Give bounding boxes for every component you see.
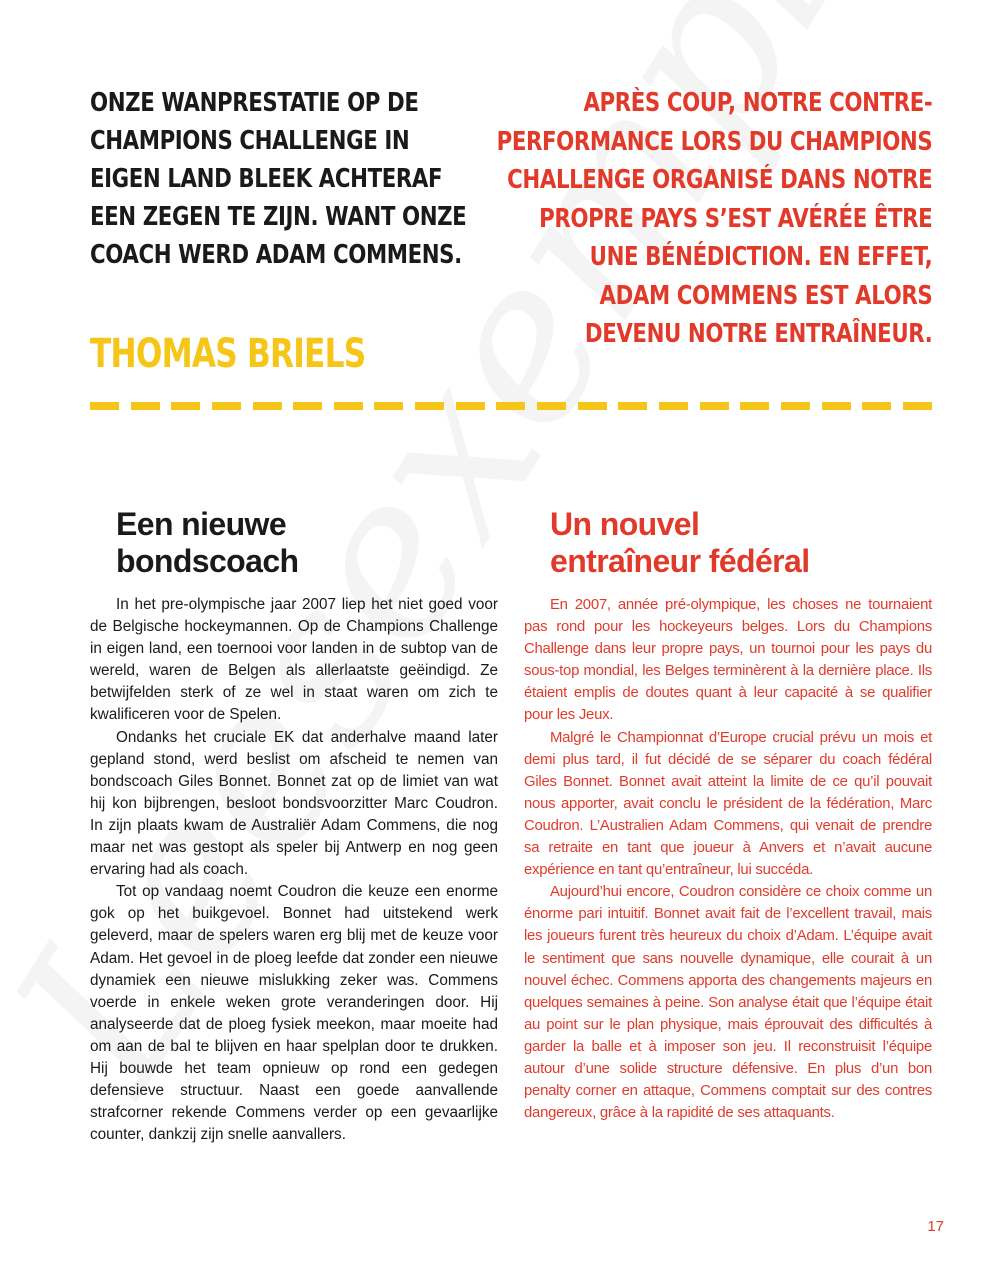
quote-line: APRÈS COUP, NOTRE CONTRE- [583,88,932,118]
quote-line: UNE BÉNÉDICTION. EN EFFET, [589,242,932,272]
pull-quote-french [496,84,932,354]
quote-line: CHAMPIONS CHALLENGE IN [90,126,410,156]
section-heading-french [550,506,932,580]
article-column-french [524,500,932,1124]
article-column-dutch [90,500,498,1146]
paragraph: En 2007, année pré-olympique, les choses ne tournaient pas rond pour les hockeyeurs belges. Lors du Champions Challenge dans leur propre pays, un tournoi pour les pays du sous-top mondial, les Belges terminèrent à la dernière place. Ils étaient emplis de doutes quant à leur capacité à se qualifier pour les Jeux. [524,597,932,724]
quote-line: DEVENU NOTRE ENTRAÎNEUR. [584,319,932,349]
paragraph: Tot op vandaag noemt Coudron die keuze een enorme gok op het buikgevoel. Bonnet had uitstekend werk geleverd, maar de spelers waren erg blij met de keuze voor Adam. Het gevoel in de ploeg leefde dat zonder een nieuwe dynamiek een nieuwe mislukking zeker was. Commens voerde in enkele weken grote veranderingen door. Hij analyseerde dat de ploeg fysiek meekon, maar moeite had om aan de bal te blijven en haar spelplan door te drukken. Hij bouwde het team opnieuw op rond een gedegen defensieve structuur. Naast een goede aanvallende strafcorner rekende Commens verder op een gevaarlijke counter, dankzij zijn snelle aanvallers. [90,883,498,1144]
heading-line: Een nieuwe [116,506,287,542]
pull-quote-dutch [90,84,467,274]
heading-line: bondscoach [116,543,299,579]
paragraph: In het pre-olympische jaar 2007 liep het niet goed voor de Belgische hockeymannen. Op de Champions Challenge in eigen land, een toernooi voor landen in de subtop van de wereld, waren de Belgen als allerlaatste geëindigd. Ze betwijfelden sterk of ze wel in staat waren om zich te kwalificeren voor de Spelen. [90,596,498,724]
paragraph: Aujourd’hui encore, Coudron considère ce choix comme un énorme pari intuitif. Bonnet avait fait de l’excellent travail, mais les joueurs furent très heureux du choix d’Adam. L’équipe avait le sentiment que sans nouvelle dynamique, elle courait à un nouvel échec. Commens apporta des changements majeurs en quelques semaines à peine. Son analyse était que l’équipe était au point sur le plan physique, mais éprouvait des difficultés à garder la balle et à imposer son jeu. Il reconstruisit l’équipe autour d’une solide structure défensive. En plus d’un bon penalty corner en attaque, Commens comptait sur des contres dangereux, grâce à la rapidité de ses attaquants. [524,884,932,1122]
heading-line: Un nouvel [550,506,700,542]
quote-line: EEN ZEGEN TE ZIJN. WANT ONZE [90,202,467,232]
quote-line: PERFORMANCE LORS DU CHAMPIONS [496,126,932,157]
quote-line: ADAM COMMENS EST ALORS [599,280,932,311]
paragraph: Ondanks het cruciale EK dat anderhalve maand later gepland stond, werd beslist om afscheid te nemen van bondscoach Giles Bonnet. Bonnet zat op de limiet van wat hij kon bijbrengen, besloot bondsvoorzitter Marc Coudron. In zijn plaats kwam de Australiër Adam Commens, die nog maar net was gestopt als speler bij Antwerp en nog geen ervaring had als coach. [90,728,498,879]
quote-author: THOMAS BRIELS [90,331,366,377]
quote-line: COACH WERD ADAM COMMENS. [90,240,462,270]
quote-line: CHALLENGE ORGANISÉ DANS NOTRE [506,165,932,195]
page-number: 17 [927,1218,944,1235]
quote-line: PROPRE PAYS S’EST AVÉRÉE ÊTRE [538,203,932,234]
paragraph: Malgré le Championnat d’Europe crucial prévu un mois et demi plus tard, il fut décidé de se séparer du coach fédéral Giles Bonnet. Bonnet avait atteint la limite de ce qu’il pouvait nous apporter, avait conclu le président de la fédération, Marc Coudron. L’Australien Adam Commens, qui venait de prendre sa retraite en tant que joueur à Anvers et n’avait aucune expérience en tant qu’entraîneur, lui succéda. [524,729,932,879]
section-heading-dutch [116,506,498,580]
heading-line: entraîneur fédéral [550,543,810,579]
quote-line: EIGEN LAND BLEEK ACHTERAF [90,164,443,194]
dashed-divider [90,402,932,410]
quote-line: ONZE WANPRESTATIE OP DE [90,88,419,118]
